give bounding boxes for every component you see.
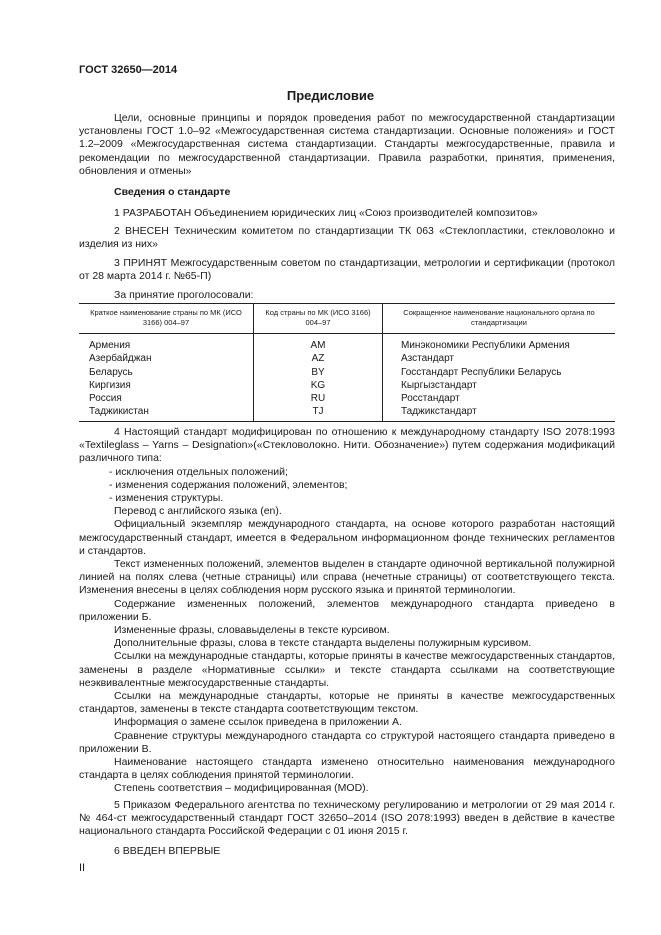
code-cell: AM (254, 334, 383, 353)
item-6-introduced-first: 6 ВВЕДЕН ВПЕРВЫЕ (114, 845, 221, 857)
code-cell: TJ (254, 405, 383, 421)
table-row (79, 352, 615, 365)
country-cell: Киргизия (89, 379, 131, 391)
refs-info-note: Информация о замене ссылок приведена в приложении А. (114, 716, 402, 729)
standard-info-heading: Сведения о стандарте (114, 186, 231, 198)
body-cell: Таджикстандарт (383, 405, 616, 421)
changed-text-note: Текст измененных положений, элементов выделен в стандарте одиночной вертикальной полужирной линией на полях слева (четные страницы) или справа (нечетные страницы) от соответствующего текста. Изменения внесены в целях соблюдения норм русского языка и принятой терминологии. (79, 558, 615, 597)
column-header-body: Сокращенное наименование национального органа по стандартизации (383, 304, 616, 334)
table-row (79, 334, 615, 353)
voted-label: За принятие проголосовали: (114, 289, 254, 301)
changed-phrases-note: Измененные фразы, словавыделены в тексте курсивом. (114, 624, 390, 637)
code-cell: KG (254, 379, 383, 392)
additional-phrases-note: Дополнительные фразы, слова в тексте стандарта выделены полужирным курсивом. (114, 637, 532, 650)
item-1-developed: 1 РАЗРАБОТАН Объединением юридических лиц «Союз производителей композитов» (114, 207, 538, 219)
item-4-modified: 4 Настоящий стандарт модифицирован по отношению к международному стандарту ISO 2078:1993 «Textileglass – Yarns – Designation»(«Стекловолокно. Нити. Обозначение») путем содержания модификаций различного типа: (79, 426, 615, 465)
official-copy-note: Официальный экземпляр международного стандарта, на основе которого разработан настоящий межгосударственный стандарт, имеется в Федеральном информационном фонде технических регламентов и стандартов. (79, 518, 615, 557)
body-cell: Госстандарт Республики Беларусь (383, 366, 616, 379)
list-item: - исключения отдельных положений; (109, 465, 288, 478)
code-cell: RU (254, 392, 383, 405)
translation-note: Перевод с английского языка (en). (114, 505, 282, 518)
item-4-section (79, 426, 615, 796)
table-row (79, 366, 615, 379)
column-header-code: Код страны по МК (ИСО 3166) 004–97 (254, 304, 383, 334)
structure-compare-note: Сравнение структуры международного стандарта со структурой настоящего стандарта приведено в приложении В. (79, 729, 615, 755)
refs-not-adopted-note: Ссылки на международные стандарты, которые не приняты в качестве межгосударственных стандартов, заменены в тексте стандарта соответствующим текстом. (79, 690, 615, 716)
name-changed-note: Наименование настоящего стандарта изменено относительно наименования международного стандарта в целях соблюдения принятой терминологии. (79, 756, 615, 782)
table-row (79, 405, 615, 421)
table-row (79, 392, 615, 405)
body-cell: Минэкономики Республики Армения (383, 334, 616, 353)
body-cell: Росстандарт (383, 392, 616, 405)
item-2-introduced: 2 ВНЕСЕН Техническим комитетом по стандартизации ТК 063 «Стеклопластики, стекловолокно и изделия из них» (79, 225, 615, 251)
intro-paragraph: Цели, основные принципы и порядок проведения работ по межгосударственной стандартизации установлены ГОСТ 1.0–92 «Межгосударственная система стандартизации. Основные положения» и ГОСТ 1.2–2009 «Межгосударственная система стандартизации. Стандарты межгосударственные, правила и рекомендации по межгосударственной стандартизации. Правила разработки, принятия, применения, обновления и отмены» (79, 112, 615, 177)
country-cell: Армения (89, 340, 131, 351)
vote-table (79, 303, 615, 422)
list-item: - изменения содержания положений, элементов; (109, 478, 348, 491)
document-code: ГОСТ 32650—2014 (79, 64, 178, 76)
content-changed-note: Содержание измененных положений, элементов международного стандарта приведено в приложении Б. (79, 597, 615, 623)
country-cell: Беларусь (89, 366, 133, 378)
item-5-order: 5 Приказом Федерального агентства по техническому регулированию и метрологии от 29 мая 2014 г. № 464-ст межгосударственный стандарт ГОСТ 32650–2014 (ISO 2078:1993) введен в действие в качестве национального стандарта Российской Федерации с 01 июня 2015 г. (79, 799, 615, 838)
body-cell: Азстандарт (383, 352, 616, 365)
refs-adopted-note: Ссылки на международные стандарты, которые приняты в качестве межгосударственных стандартов, заменены в разделе «Нормативные ссылки» и тексте стандарта ссылками на соответствующие неэквивалентные межгосударственные стандарты. (79, 650, 615, 689)
country-cell: Таджикистан (79, 405, 254, 421)
body-cell: Кыргызстандарт (383, 379, 616, 392)
list-item: - изменения структуры. (109, 492, 224, 505)
code-cell: AZ (254, 352, 383, 365)
vote-table-header-row (79, 304, 615, 334)
page-number: II (79, 862, 86, 874)
country-cell: Россия (89, 393, 122, 405)
column-header-country: Краткое наименование страны по МК (ИСО 3166) 004–97 (79, 304, 254, 334)
item-3-adopted: 3 ПРИНЯТ Межгосударственным советом по стандартизации, метрологии и сертификации (протокол от 28 марта 2014 г. №65-П) (79, 257, 615, 283)
code-cell: BY (254, 366, 383, 379)
table-row (79, 379, 615, 392)
conformity-note: Степень соответствия – модифицированная (MOD). (114, 782, 369, 795)
page-title: Предисловие (286, 88, 375, 103)
country-cell: Азербайджан (89, 353, 152, 365)
